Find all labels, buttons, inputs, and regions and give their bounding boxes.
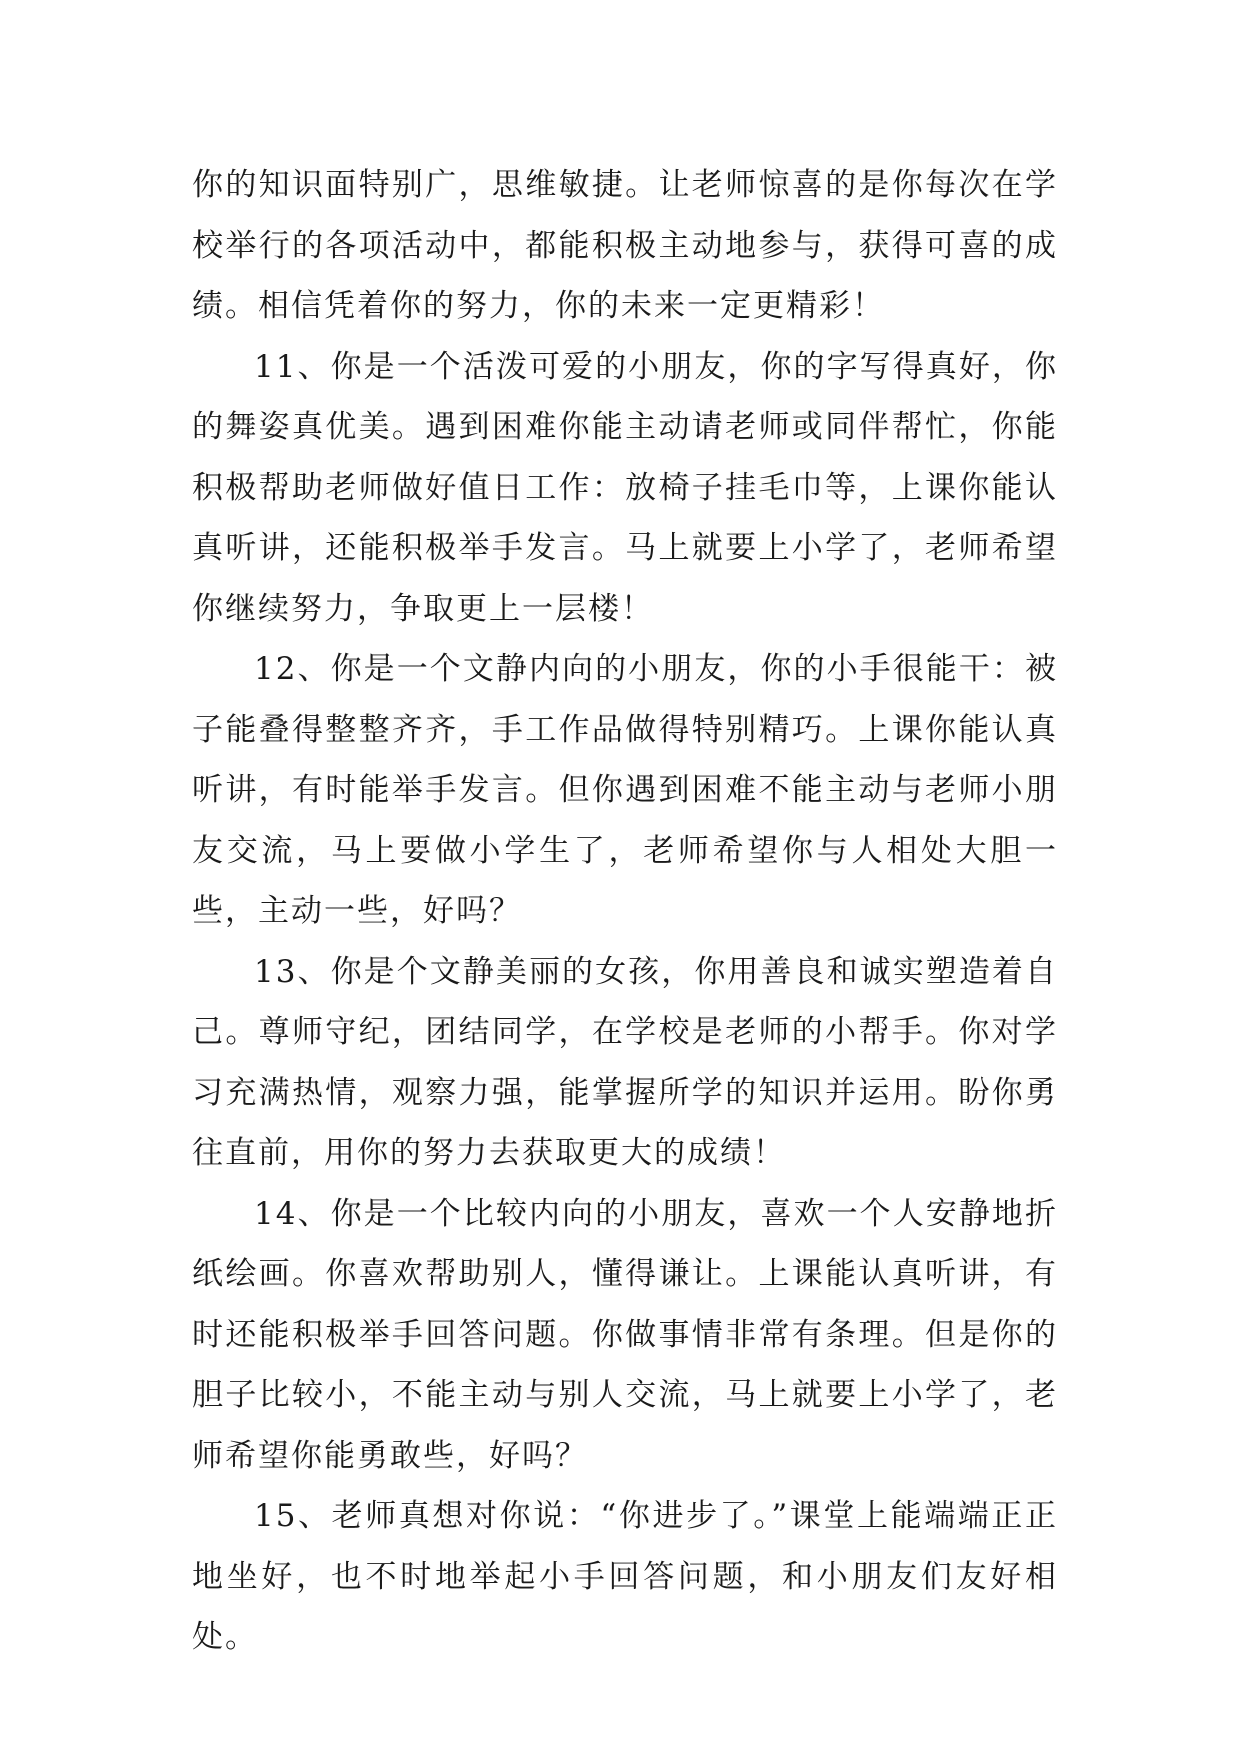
paragraph-13: 13、你是个文静美丽的女孩，你用善良和诚实塑造着自己。尊师守纪，团结同学，在学校是老师的小帮手。你对学习充满热情，观察力强，能掌握所学的知识并运用。盼你勇往直前，用你的努力去获取更大的成绩！ [192, 953, 1058, 1171]
paragraph-15: 15、老师真想对你说：“你进步了。”课堂上能端端正正地坐好，也不时地举起小手回答问题，和小朋友们友好相处。 [192, 1498, 1058, 1655]
paragraph-12: 12、你是一个文静内向的小朋友，你的小手很能干：被子能叠得整整齐齐，手工作品做得特别精巧。上课你能认真听讲，有时能举手发言。但你遇到困难不能主动与老师小朋友交流，马上要做小学生了，老师希望你与人相处大胆一些，主动一些，好吗？ [192, 651, 1058, 929]
paragraph-10-continued: 你的知识面特别广，思维敏捷。让老师惊喜的是你每次在学校举行的各项活动中，都能积极主动地参与，获得可喜的成绩。相信凭着你的努力，你的未来一定更精彩！ [192, 167, 1058, 324]
paragraph-14: 14、你是一个比较内向的小朋友，喜欢一个人安静地折纸绘画。你喜欢帮助别人，懂得谦让。上课能认真听讲，有时还能积极举手回答问题。你做事情非常有条理。但是你的胆子比较小，不能主动与别人交流，马上就要上小学了，老师希望你能勇敢些，好吗？ [192, 1195, 1058, 1474]
document-body [192, 155, 1058, 1668]
paragraph-11: 11、你是一个活泼可爱的小朋友，你的字写得真好，你的舞姿真优美。遇到困难你能主动请老师或同伴帮忙，你能积极帮助老师做好值日工作：放椅子挂毛巾等，上课你能认真听讲，还能积极举手发言。马上就要上小学了，老师希望你继续努力，争取更上一层楼！ [192, 348, 1058, 627]
